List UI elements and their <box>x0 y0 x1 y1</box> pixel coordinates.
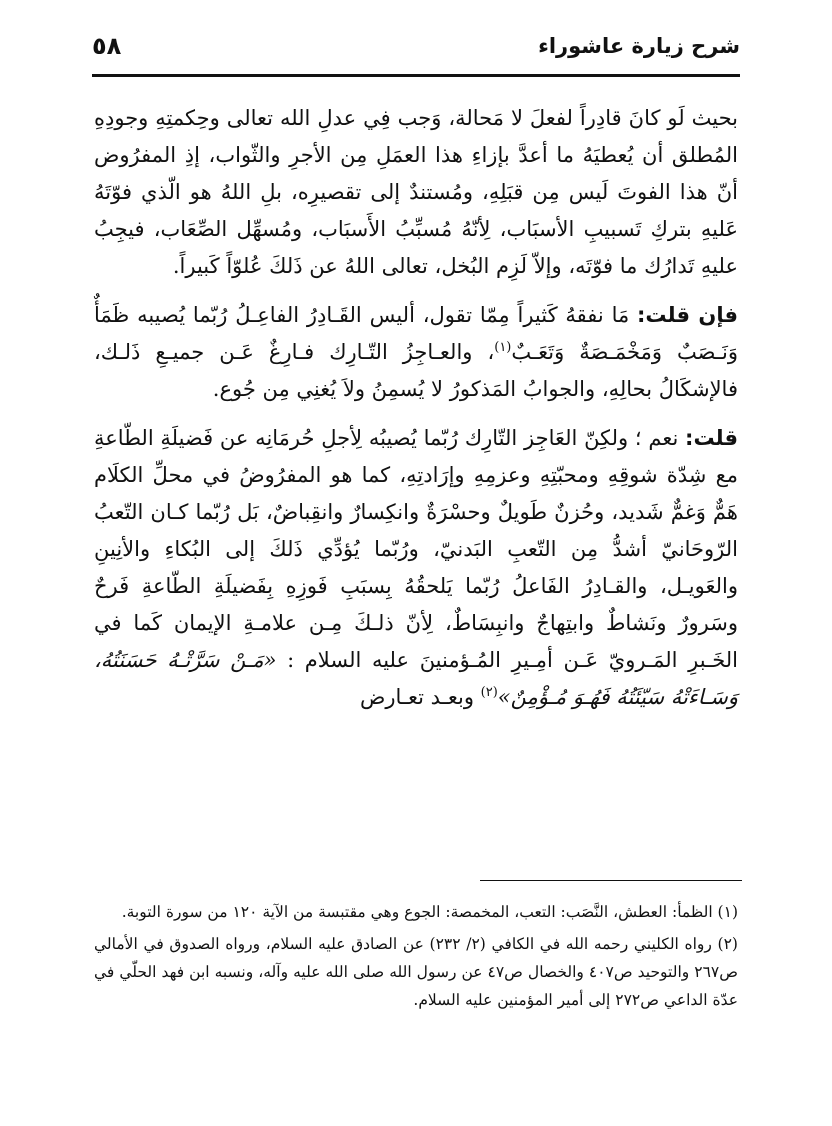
paragraph-3-text-cont: وبعـد تعـارض <box>359 685 481 709</box>
footnotes <box>94 898 738 1018</box>
paragraph-2-text-cont: ، والعـاجِزُ التّـارِك فـارِغٌ عَـن جميـعِ ذَلـك، فالإشكَالُ بحالِهِ، والجوابُ المَذكورُ لا يُسمِنُ ولاَ يُغنِي مِن جُوع. <box>94 340 738 401</box>
hadith-quote: «مَـنْ سَرَّتْـهُ حَسَنَتُهُ، وَسَـاءَتْهُ سَيّئَتُهُ فَهُـوَ مُـؤْمِنٌ» <box>94 648 738 709</box>
paragraph-2-text: مَا نفقهُ كَثيراً مِمّا تقول، أليس القَـادِرُ الفاعِـلُ رُبّما يُصيبه ظَمَأٌ وَنَـصَبٌ وَمَخْمَـصَةٌ وَتَعَـبٌ <box>94 303 738 364</box>
paragraph-2 <box>94 297 738 408</box>
main-text <box>94 100 738 728</box>
footnote-ref-2[interactable]: (٢) <box>480 685 498 700</box>
running-title: شرح زيارة عاشوراء <box>538 34 740 58</box>
footnote-divider <box>480 880 742 881</box>
answer-lead: قلت: <box>685 426 738 450</box>
footnote-2: (٢) رواه الكليني رحمه الله في الكافي (٢/ ٢٣٢) عن الصادق عليه السلام، ورواه الصدوق في الأمالي ص٢٦٧ والتوحيد ص٤٠٧ والخصال ص٤٧ عن رسول الله صلى الله عليه وآله، ونسبه ابن فهد الحلّي في عدّة الداعي ص٢٧٢ إلى أمير المؤمنين عليه السلام. <box>94 935 738 1009</box>
paragraph-1: بحيث لَو كانَ قادِراً لفعلَ لا مَحالة، وَجب فِي عدلِ الله تعالى وحِكمتِهِ وجودِهِ المُطلق أن يُعطيَهُ ما أعدَّ بإزاءِ هذا العمَلِ مِن الأجرِ والثّواب، إذِ المفرُوض أنّ هذا الفوتَ لَيس مِن قبَلِهِ، ومُستندٌ إلى تقصيرِه، بلِ اللهُ هو الّذي فوّتَهُ عَليهِ بتركِ تَسبيبِ الأسبَاب، لِأنّهُ مُسبِّبُ الأَسبَاب، ومُسهِّل الصِّعَاب، فيجِبُ عليهِ تَدارُك ما فوّتَه، وإلاّ لَزِم البُخل، تعالى اللهُ عن ذَلكَ عُلوّاً كَبيراً. <box>94 106 738 278</box>
footnote-ref-1[interactable]: (١) <box>494 340 512 355</box>
page-header <box>92 28 740 64</box>
footnote-1: (١) الظمأ: العطش، النَّصَب: التعب، المخمصة: الجوع وهي مقتبسة من الآية ١٢٠ من سورة التوبة. <box>121 903 738 921</box>
paragraph-3-text: نعم ؛ ولكِنّ العَاجِز التّارِك رُبّما يُصيبُه لِأجلِ حُرمَانِه عن فَضيلَةِ الطّاعةِ مع شِدّة شوقِهِ ومحبّتِهِ وعزمِهِ وإرَادتِهِ، كما هو المفرُوضُ في محلِّ الكلَام هَمٌّ وَغمٌّ شَديد، وحُزنٌ طَويلٌ وحسْرَةٌ وانكِسارٌ وانقِباضٌ، بَل رُبّما كـان التّعبُ الرّوحَانيّ أشدُّ مِن التّعبِ البَدنيّ، ورُبّما يُؤدِّي ذَلكَ إلى البُكاءِ والأنِينِ والعَويـل، والقـادِرُ الفَاعلُ رُبّما يَلحقُهُ بِسبَبِ فَوزِهِ بِفَضيلَةِ الطّاعةِ فَرحٌ وسَرورٌ ونَشاطٌ وابتِهاجٌ وانبِسَاطٌ، لِأنّ ذلـكَ مِـن علامـةِ الإيمان كَما في الخَـبرِ المَـرويّ عَـن أمِـيرِ المُـؤمنينَ عليه السلام : <box>94 426 738 672</box>
paragraph-3 <box>94 420 738 716</box>
objection-lead: فإن قلت: <box>637 303 738 327</box>
header-divider <box>92 74 740 77</box>
page-number: ٥٨ <box>92 32 122 60</box>
